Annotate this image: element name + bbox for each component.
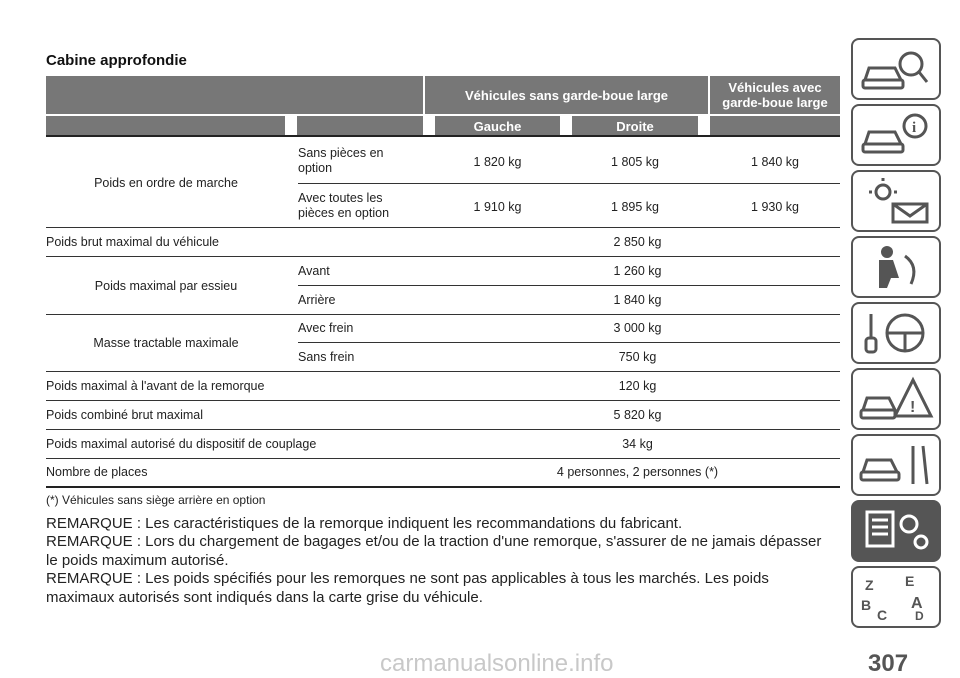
header-bottom-rule: [46, 135, 840, 137]
remark-2: REMARQUE : Lors du chargement de bagages et/ou de la traction d'une remorque, s'assurer de ne jamais dépasser le poids maximum autorisé.: [46, 533, 822, 569]
steering-key-icon[interactable]: [851, 302, 941, 364]
alphabetical-index-icon[interactable]: [851, 566, 941, 628]
row-label-avant-remorque: Poids maximal à l'avant de la remorque: [46, 379, 265, 393]
svg-text:A: A: [911, 595, 923, 612]
row-label-masse: Masse tractable maximale: [93, 336, 239, 350]
header-gap: [423, 116, 435, 136]
svg-text:C: C: [877, 607, 888, 623]
value-sans-pieces-gauche: 1 820 kg: [473, 155, 522, 169]
header-gap: [560, 116, 572, 136]
value-toutes-pieces-gauche: 1 910 kg: [473, 200, 522, 214]
section-title: Cabine approfondie: [46, 52, 187, 69]
row-rule: [46, 429, 840, 430]
sub-label-sans-pieces: Sans pièces en option: [298, 146, 384, 175]
svg-text:B: B: [861, 597, 872, 613]
row-label-poids-brut: Poids brut maximal du véhicule: [46, 235, 219, 249]
value-toutes-pieces-droite: 1 895 kg: [611, 200, 659, 214]
row-rule: [46, 227, 840, 228]
svg-text:!: !: [910, 399, 916, 416]
svg-text:D: D: [915, 609, 924, 623]
value-poids-brut: 2 850 kg: [613, 235, 662, 249]
svg-text:Z: Z: [865, 577, 874, 593]
header-gauche: Gauche: [473, 119, 522, 134]
value-avec-frein: 3 000 kg: [613, 321, 662, 335]
header-vehicules-avec: Véhicules avec garde-boue large: [722, 80, 828, 110]
row-rule: [46, 314, 840, 315]
header-droite: Droite: [616, 119, 654, 134]
value-couplage: 34 kg: [622, 437, 653, 451]
page-number: 307: [868, 650, 909, 677]
sub-label-avant: Avant: [298, 264, 330, 278]
car-info-icon[interactable]: [851, 104, 941, 166]
row-rule: [298, 285, 840, 286]
sub-label-toutes-pieces: Avec toutes les pièces en option: [298, 191, 390, 220]
remark-1: REMARQUE : Les caractéristiques de la remorque indiquent les recommandations du fabricant.: [46, 515, 683, 532]
sub-label-arriere: Arrière: [298, 293, 336, 307]
row-rule: [46, 256, 840, 257]
value-toutes-pieces-avec: 1 930 kg: [751, 200, 799, 214]
row-rule: [46, 400, 840, 401]
airbag-seatbelt-icon[interactable]: [851, 236, 941, 298]
header-gap: [285, 116, 297, 136]
value-sans-frein: 750 kg: [618, 350, 657, 364]
value-sans-pieces-avec: 1 840 kg: [751, 155, 799, 169]
header-gap: [698, 116, 710, 136]
value-avant: 1 260 kg: [613, 264, 662, 278]
row-label-poids-ordre: Poids en ordre de marche: [94, 176, 238, 190]
svg-text:i: i: [912, 120, 917, 136]
table-bottom-rule: [46, 486, 840, 488]
car-search-icon[interactable]: [851, 38, 941, 100]
row-rule: [46, 458, 840, 459]
car-maintenance-icon[interactable]: [851, 434, 941, 496]
row-label-combine: Poids combiné brut maximal: [46, 408, 204, 422]
watermark: carmanualsonline.info: [380, 650, 614, 677]
svg-text:E: E: [905, 573, 915, 589]
footnote: (*) Véhicules sans siège arrière en option: [46, 493, 266, 507]
header-divider: [708, 76, 710, 114]
sub-label-sans-frein: Sans frein: [298, 350, 355, 364]
technical-data-icon[interactable]: [851, 500, 941, 562]
row-rule: [298, 183, 840, 184]
row-rule: [46, 371, 840, 372]
value-arriere: 1 840 kg: [613, 293, 662, 307]
value-combine: 5 820 kg: [613, 408, 662, 422]
warning-lights-icon[interactable]: [851, 170, 941, 232]
row-label-essieu: Poids maximal par essieu: [94, 279, 238, 293]
car-breakdown-warning-icon[interactable]: [851, 368, 941, 430]
remark-3: REMARQUE : Les poids spécifiés pour les remorques ne sont pas applicables à tous les marchés. Les poids maximaux autorisés sont indiqués dans la carte grise du véhicule.: [46, 570, 769, 606]
value-places: 4 personnes, 2 personnes (*): [556, 465, 719, 479]
sub-label-avec-frein: Avec frein: [298, 321, 354, 335]
header-vehicules-sans: Véhicules sans garde-boue large: [464, 88, 669, 103]
value-avant-remorque: 120 kg: [618, 379, 657, 393]
value-sans-pieces-droite: 1 805 kg: [611, 155, 659, 169]
row-label-places: Nombre de places: [46, 465, 148, 479]
row-rule: [298, 342, 840, 343]
row-label-couplage: Poids maximal autorisé du dispositif de couplage: [46, 437, 317, 451]
